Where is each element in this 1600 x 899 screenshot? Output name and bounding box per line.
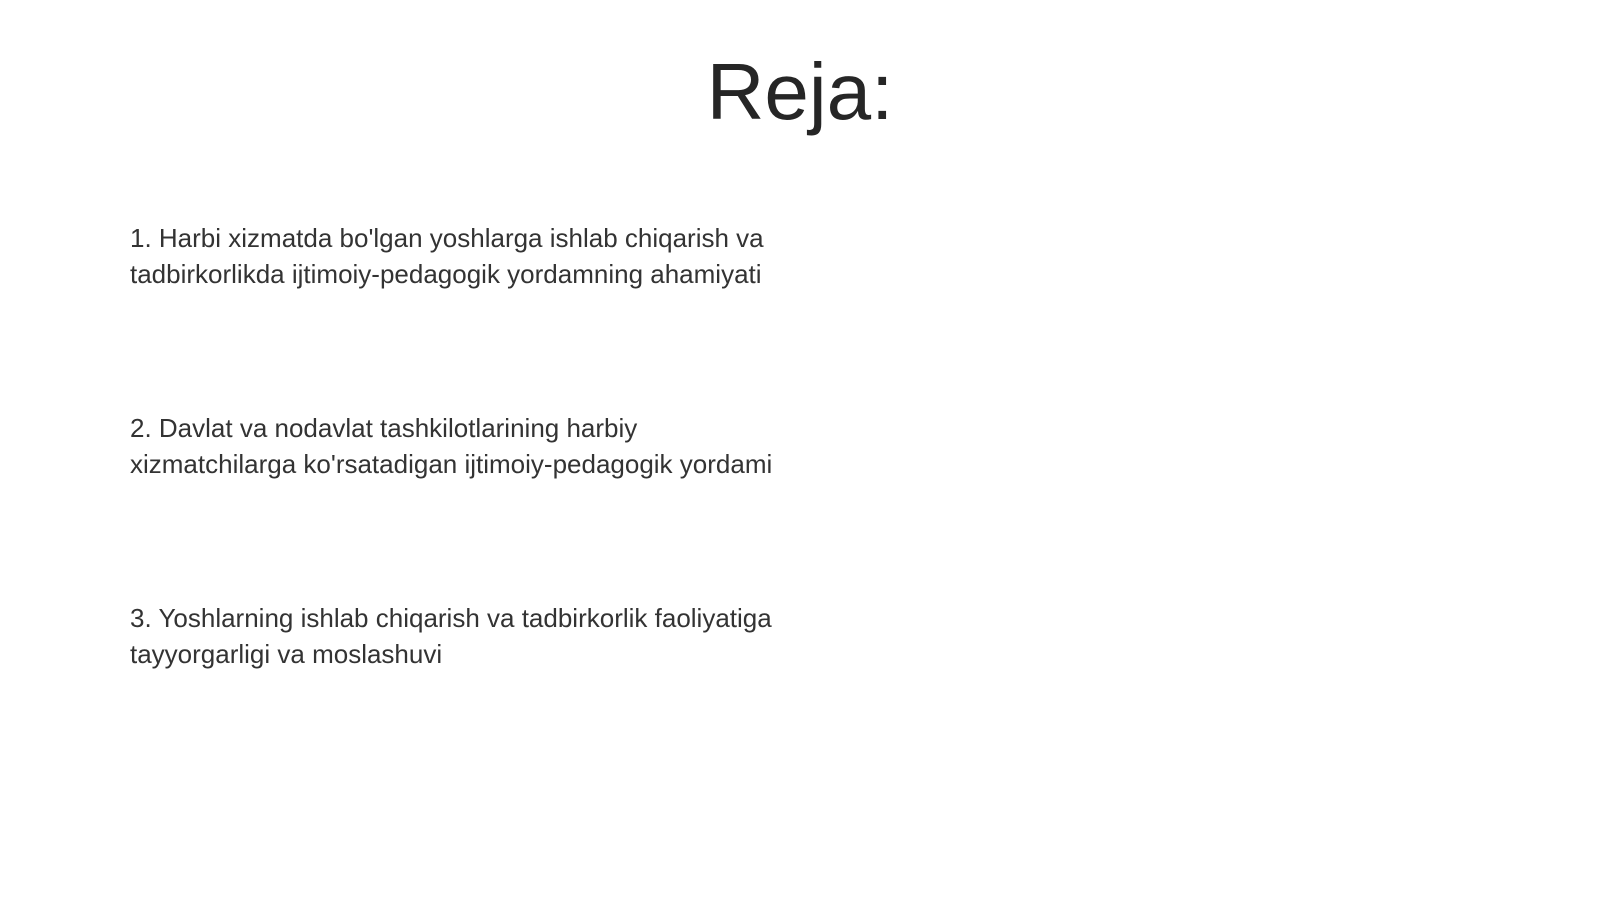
plan-item-2-line-1: 2. Davlat va nodavlat tashkilotlarining harbiy: [130, 413, 638, 443]
plan-item-2: [130, 410, 850, 482]
plan-item-3-line-2: tayyorgarligi va moslashuvi: [130, 639, 443, 669]
plan-item-3-line-1: 3. Yoshlarning ishlab chiqarish va tadbirkorlik faoliyatiga: [130, 603, 772, 633]
plan-item-3: [130, 600, 850, 672]
plan-item-2-line-2: xizmatchilarga ko'rsatadigan ijtimoiy-pedagogik yordami: [130, 449, 773, 479]
plan-item-1: [130, 220, 850, 292]
slide-title: Reja:: [706, 47, 894, 136]
plan-item-1-line-2: tadbirkorlikda ijtimoiy-pedagogik yordamning ahamiyati: [130, 259, 762, 289]
plan-item-1-line-1: 1. Harbi xizmatda bo'lgan yoshlarga ishlab chiqarish va: [130, 223, 764, 253]
